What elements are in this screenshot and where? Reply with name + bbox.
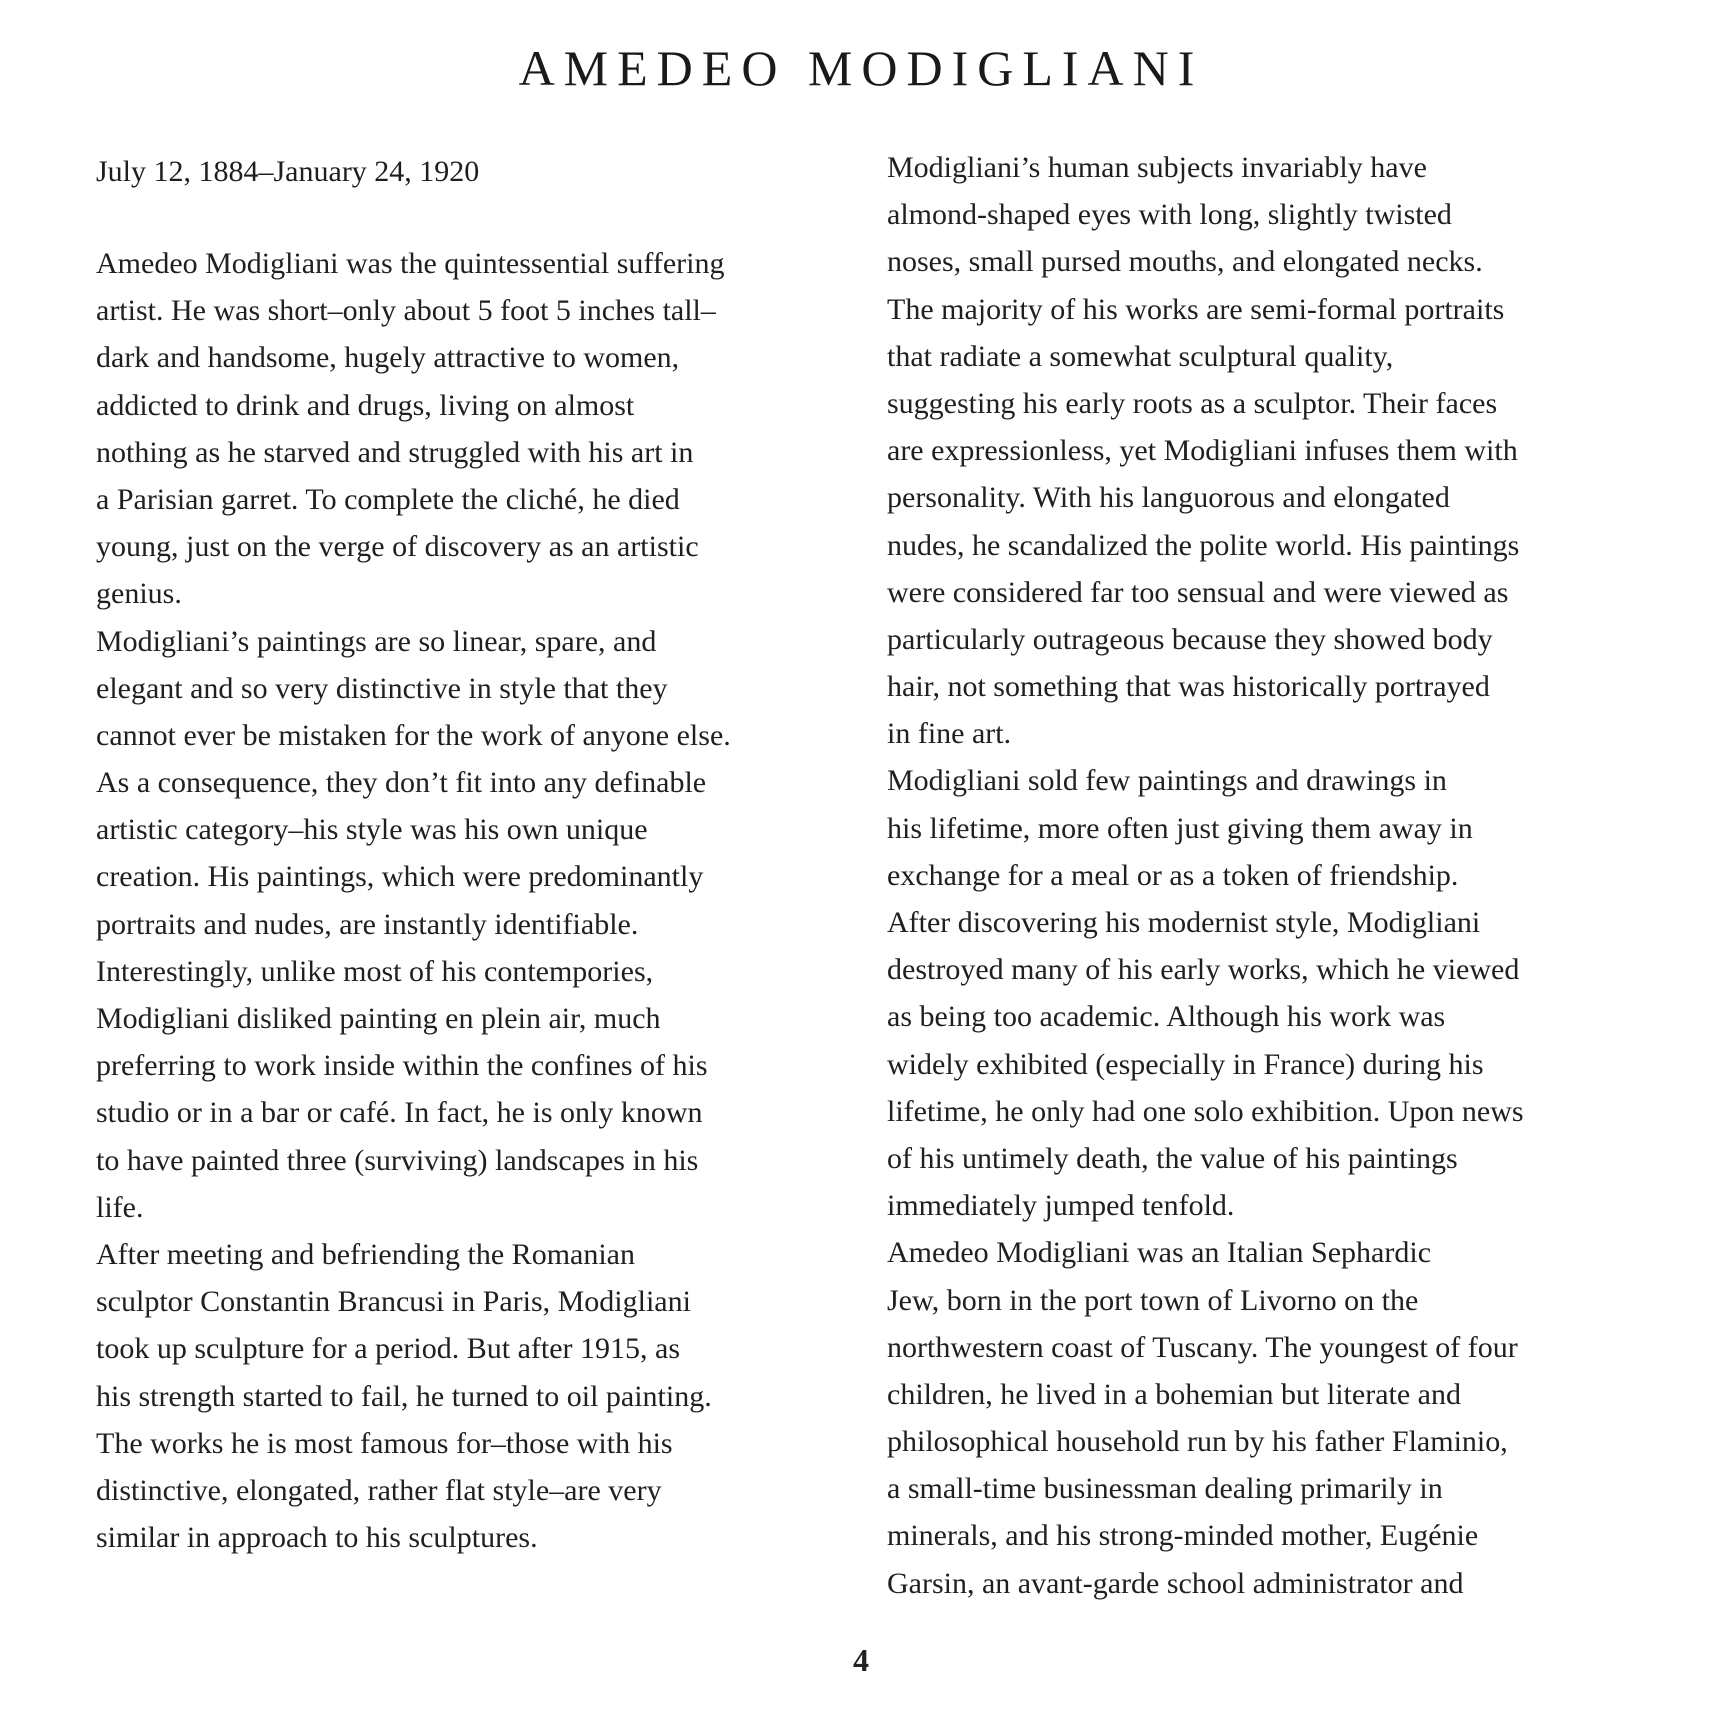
text-line: cannot ever be mistaken for the work of anyone else. <box>96 718 731 752</box>
text-line: children, he lived in a bohemian but literate and <box>887 1377 1461 1411</box>
text-line: addicted to drink and drugs, living on almost <box>96 388 635 422</box>
text-line: creation. His paintings, which were predominantly <box>96 860 704 894</box>
text-line: of his untimely death, the value of his paintings <box>887 1141 1458 1175</box>
text-line: personality. With his languorous and elongated <box>887 481 1450 515</box>
text-line: studio or in a bar or café. In fact, he is only known <box>96 1096 703 1130</box>
text-line: exchange for a meal or as a token of friendship. <box>887 858 1459 892</box>
text-line: in fine art. <box>887 717 1012 751</box>
text-line: his strength started to fail, he turned to oil painting. <box>96 1379 712 1413</box>
text-line: genius. <box>96 577 182 611</box>
text-line: The works he is most famous for–those with his <box>96 1426 673 1460</box>
text-line: philosophical household run by his father Flaminio, <box>887 1425 1508 1459</box>
text-line: particularly outrageous because they showed body <box>887 622 1493 656</box>
text-line: preferring to work inside within the confines of his <box>96 1049 708 1083</box>
text-line: Modigliani’s paintings are so linear, spare, and <box>96 624 657 658</box>
text-line: are expressionless, yet Modigliani infuses them with <box>887 434 1518 468</box>
text-line: that radiate a somewhat sculptural quality, <box>887 339 1394 373</box>
text-line: Modigliani sold few paintings and drawings in <box>887 764 1447 798</box>
text-line: life. <box>96 1190 144 1224</box>
text-line: a Parisian garret. To complete the cliché, he died <box>96 482 680 516</box>
page-title: AMEDEO MODIGLIANI <box>518 40 1204 96</box>
left-column <box>96 240 856 1561</box>
text-line: Amedeo Modigliani was an Italian Sephardic <box>887 1236 1432 1270</box>
text-line: young, just on the verge of discovery as an artistic <box>96 530 699 564</box>
life-dates: July 12, 1884–January 24, 1920 <box>96 155 480 188</box>
text-line: portraits and nudes, are instantly identifiable. <box>96 907 639 941</box>
text-line: dark and handsome, hugely attractive to women, <box>96 341 680 375</box>
text-line: lifetime, he only had one solo exhibition. Upon news <box>887 1094 1524 1128</box>
text-line: almond-shaped eyes with long, slightly twisted <box>887 198 1452 232</box>
text-line: hair, not something that was historically portrayed <box>887 670 1490 704</box>
text-line: Garsin, an avant-garde school administrator and <box>887 1566 1464 1600</box>
text-line: Modigliani disliked painting en plein air, much <box>96 1002 661 1035</box>
text-line: elegant and so very distinctive in style that they <box>96 671 668 705</box>
right-column <box>887 144 1667 1607</box>
text-line: similar in approach to his sculptures. <box>96 1521 538 1555</box>
text-line: took up sculpture for a period. But after 1915, as <box>96 1332 681 1366</box>
text-line: As a consequence, they don’t fit into any definable <box>96 766 707 800</box>
text-line: destroyed many of his early works, which he viewed <box>887 953 1520 987</box>
text-line: Jew, born in the port town of Livorno on the <box>887 1283 1419 1317</box>
text-line: nudes, he scandalized the polite world. His paintings <box>887 528 1520 562</box>
text-line: his lifetime, more often just giving them away in <box>887 811 1473 845</box>
text-line: artistic category–his style was his own unique <box>96 813 648 847</box>
text-line: noses, small pursed mouths, and elongated necks. <box>887 245 1483 279</box>
text-line: minerals, and his strong-minded mother, Eugénie <box>887 1519 1479 1553</box>
text-line: suggesting his early roots as a sculptor. Their faces <box>887 386 1498 420</box>
page-number: 4 <box>853 1642 869 1678</box>
text-line: artist. He was short–only about 5 foot 5 inches tall– <box>96 294 716 328</box>
text-line: After discovering his modernist style, Modigliani <box>887 906 1481 939</box>
text-line: sculptor Constantin Brancusi in Paris, Modigliani <box>96 1285 691 1319</box>
text-line: as being too academic. Although his work was <box>887 1000 1446 1034</box>
text-line: widely exhibited (especially in France) during his <box>887 1047 1484 1081</box>
text-line: Amedeo Modigliani was the quintessential suffering <box>96 247 725 280</box>
text-line: nothing as he starved and struggled with his art in <box>96 435 694 469</box>
text-line: northwestern coast of Tuscany. The youngest of four <box>887 1330 1518 1364</box>
text-line: Interestingly, unlike most of his contempories, <box>96 954 654 988</box>
text-line: Modigliani’s human subjects invariably have <box>887 151 1427 184</box>
text-line: were considered far too sensual and were viewed as <box>887 575 1509 609</box>
text-line: After meeting and befriending the Romanian <box>96 1237 635 1271</box>
text-line: to have painted three (surviving) landscapes in his <box>96 1143 699 1177</box>
text-line: The majority of his works are semi-formal portraits <box>887 292 1505 326</box>
text-line: distinctive, elongated, rather flat style–are very <box>96 1473 662 1507</box>
text-line: a small-time businessman dealing primarily in <box>887 1472 1443 1506</box>
text-line: immediately jumped tenfold. <box>887 1189 1235 1223</box>
